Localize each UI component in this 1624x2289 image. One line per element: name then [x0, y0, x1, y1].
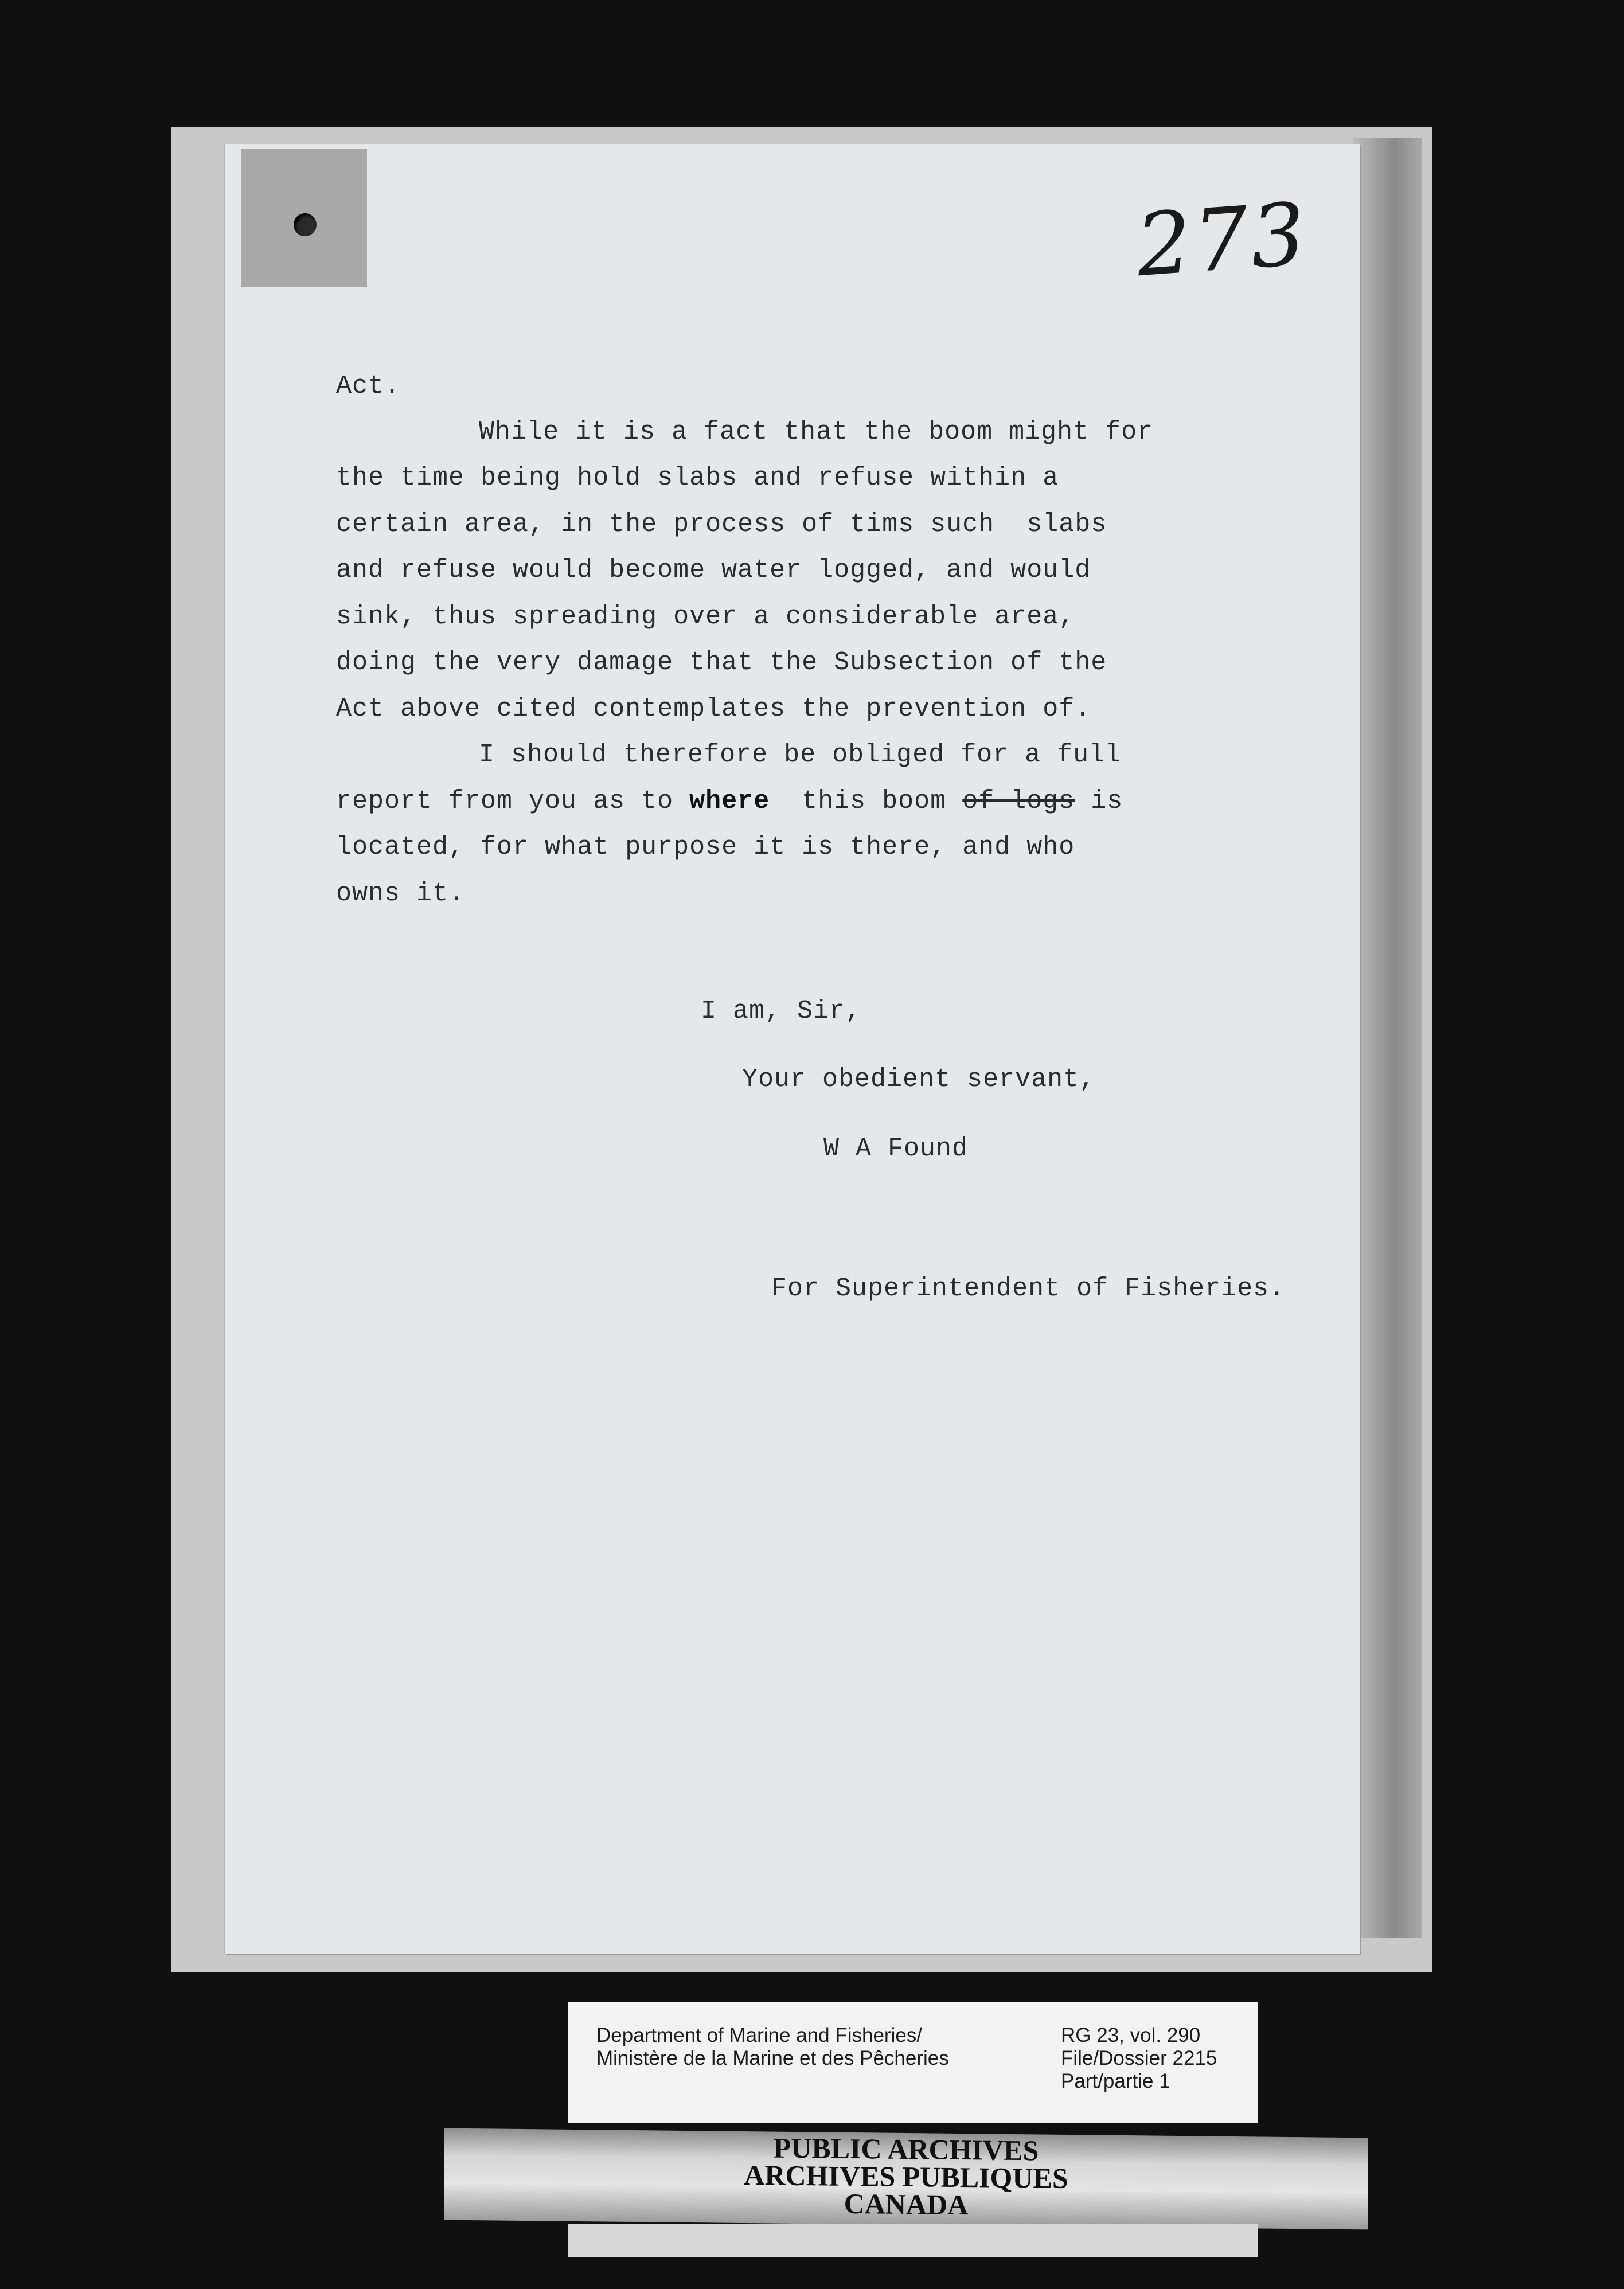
body-line-4: certain area, in the process of tims such slabs	[336, 510, 1107, 539]
body-line-11: located, for what purpose it is there, and who	[336, 833, 1075, 862]
struck-text: of logs	[962, 787, 1075, 816]
stamp-line-1: PUBLIC ARCHIVES	[773, 2131, 1039, 2167]
body-line-9: I should therefore be obliged for a full	[479, 740, 1122, 769]
record-group: RG 23, vol. 290	[1061, 2024, 1201, 2046]
body-line-1: Act.	[336, 372, 401, 401]
reference-block	[1061, 2024, 1217, 2093]
stamp-line-2: ARCHIVES PUBLIQUES	[744, 2159, 1068, 2194]
department-fr: Ministère de la Marine et des Pêcheries	[596, 2047, 949, 2069]
body-line-12: owns it.	[336, 879, 465, 908]
emphasis-where: where	[689, 787, 770, 816]
department-block	[596, 2024, 949, 2070]
file-number: File/Dossier 2215	[1061, 2047, 1217, 2069]
body-line-6: sink, thus spreading over a considerable area,	[336, 602, 1075, 631]
closing: I am, Sir,	[701, 997, 862, 1026]
signatory-title: For Superintendent of Fisheries.	[771, 1274, 1286, 1303]
letter-page	[225, 144, 1360, 1954]
body-line-5: and refuse would become water logged, and would	[336, 556, 1091, 585]
page-shadow-edge	[1353, 138, 1422, 1938]
stamp-text	[444, 2131, 1368, 2223]
body-line-8: Act above cited contemplates the prevention of.	[336, 694, 1091, 724]
report-suffix: is	[1075, 787, 1123, 816]
clip-tab	[241, 149, 367, 287]
page-number: 273	[1133, 184, 1311, 296]
punch-hole	[294, 213, 317, 236]
body-line-7: doing the very damage that the Subsection of the	[336, 648, 1107, 677]
valediction: Your obedient servant,	[742, 1065, 1096, 1094]
stamp-line-3: CANADA	[844, 2187, 969, 2221]
archives-stamp	[444, 2128, 1368, 2230]
signature: W A Found	[823, 1134, 969, 1163]
part-number: Part/partie 1	[1061, 2070, 1170, 2092]
report-middle: this boom	[770, 787, 963, 816]
body-line-2: While it is a fact that the boom might for	[479, 417, 1154, 447]
department-en: Department of Marine and Fisheries/	[596, 2024, 923, 2046]
archive-label	[568, 2002, 1258, 2123]
bottom-label-edge	[568, 2224, 1258, 2257]
report-prefix: report from you as to	[336, 787, 690, 816]
body-line-report	[336, 787, 1123, 816]
body-line-3: the time being hold slabs and refuse within a	[336, 463, 1059, 493]
